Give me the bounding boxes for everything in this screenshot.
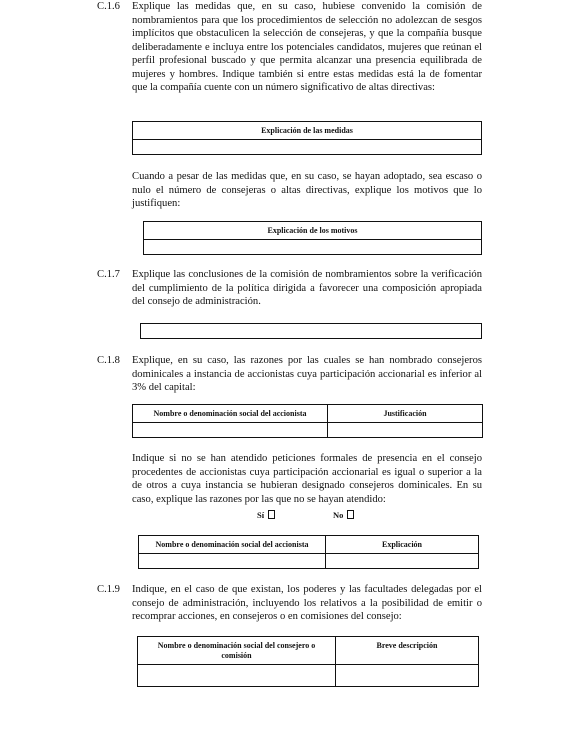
dominical-table-col1-header: Nombre o denominación social del accionista [133, 405, 328, 423]
dominical-table-col2-header: Justificación [328, 405, 483, 423]
powers-table-col2-header: Breve descripción [336, 637, 479, 665]
section-number-c18: C.1.8 [97, 355, 120, 366]
no-checkbox[interactable] [347, 510, 354, 519]
si-checkbox[interactable] [268, 510, 275, 519]
section-c17-text: Explique las conclusiones de la comisión de nombramientos sobre la verificación del cumplimiento de la política dirigida a favorecer una composición apropiada del consejo de administración. [132, 269, 482, 307]
reasons-table-cell[interactable] [144, 240, 482, 255]
si-label: Sí [257, 510, 265, 520]
powers-table-cell[interactable] [336, 665, 479, 687]
measures-table-cell[interactable] [133, 140, 482, 155]
dominical-table [132, 404, 483, 438]
section-c16-text2: Cuando a pesar de las medidas que, en su caso, se hayan adoptado, sea escaso o nulo el número de consejeras o altas directivas, explique los motivos que lo justifiquen: [132, 171, 482, 209]
measures-table-header: Explicación de las medidas [133, 122, 482, 140]
section-c16-text: Explique las medidas que, en su caso, hubiese convenido la comisión de nombramientos para que los procedimientos de selección no adolezcan de sesgos implícitos que obstaculicen la selección de consejeras, y que la compañía busque deliberadamente e incluya entre los potenciales candidatos, mujeres que reúnan el perfil profesional buscado y que permita alcanzar una presencia equilibrada de mujeres y hombres. Indique también si entre estas medidas está la de fomentar que la compañía cuente con un número significativo de altas directivas: [132, 1, 482, 93]
powers-table-col1-header: Nombre o denominación social del consejero o comisión [138, 637, 336, 665]
conclusions-table [140, 323, 482, 339]
section-c18-text2: Indique si no se han atendido peticiones formales de presencia en el consejo procedentes de accionistas cuya participación accionarial es igual o superior a la de otros a cuya instancia se hubieran designado consejeros dominicales. En su caso, explique las razones por las que no se hayan atendido: [132, 453, 482, 505]
powers-table-cell[interactable] [138, 665, 336, 687]
no-label: No [333, 510, 344, 520]
section-number-c17: C.1.7 [97, 269, 120, 280]
requests-table-col2-header: Explicación [326, 536, 479, 554]
si-option[interactable] [257, 510, 275, 520]
section-number-c16: C.1.6 [97, 1, 120, 12]
requests-table-cell[interactable] [326, 554, 479, 569]
requests-table-col1-header: Nombre o denominación social del accionista [139, 536, 326, 554]
measures-table [132, 121, 482, 155]
requests-table [138, 535, 479, 569]
requests-table-cell[interactable] [139, 554, 326, 569]
reasons-table [143, 221, 482, 255]
section-c18-text: Explique, en su caso, las razones por las cuales se han nombrado consejeros dominicales a instancia de accionistas cuya participación accionarial es inferior al 3% del capital: [132, 355, 482, 393]
conclusions-table-cell[interactable] [141, 324, 482, 339]
dominical-table-cell[interactable] [328, 423, 483, 438]
reasons-table-header: Explicación de los motivos [144, 222, 482, 240]
powers-table [137, 636, 479, 687]
section-c19-text: Indique, en el caso de que existan, los poderes y las facultades delegadas por el consejo de administración, incluyendo los relativos a la posibilidad de emitir o recomprar acciones, en consejeros o en comisiones del consejo: [132, 584, 482, 622]
dominical-table-cell[interactable] [133, 423, 328, 438]
section-number-c19: C.1.9 [97, 584, 120, 595]
no-option[interactable] [333, 510, 354, 520]
